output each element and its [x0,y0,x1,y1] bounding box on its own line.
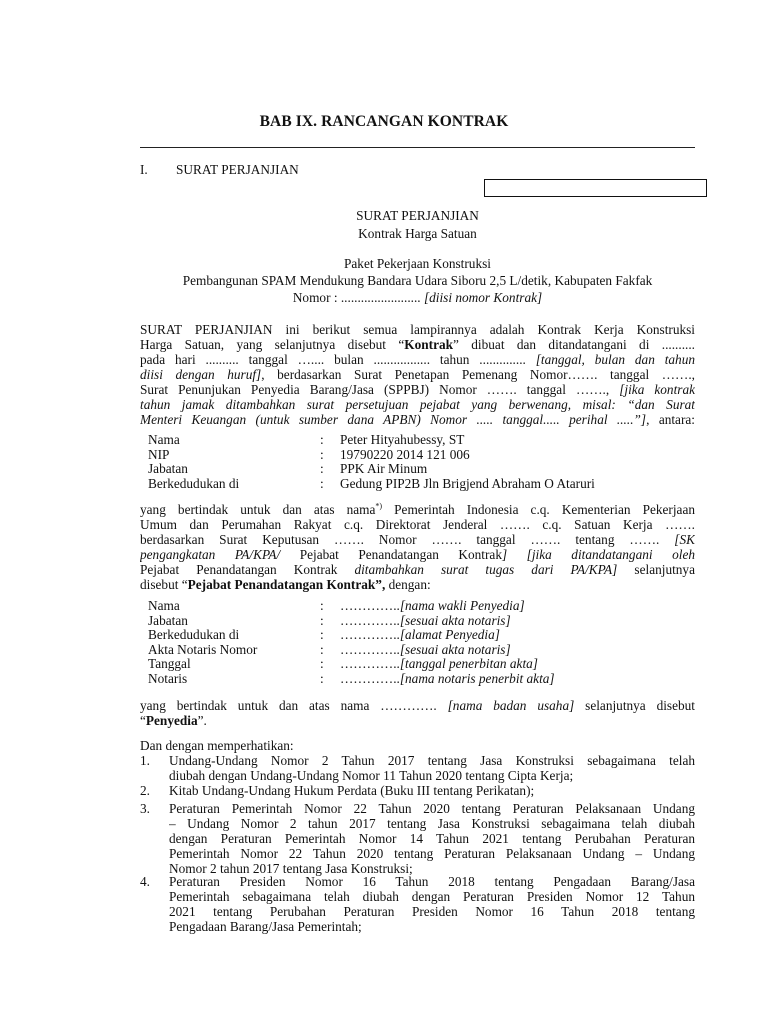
considering-label: Dan dengan memperhatikan: [140,738,294,753]
intro-line: Menteri Keuangan (untuk sumber dana APBN) Nomor ..... tanggal..... perihal .....”], antara: [140,412,695,427]
official-details [148,432,695,490]
contract-type: Kontrak Harga Satuan [358,226,477,241]
nomor-hint: [diisi nomor Kontrak] [423,290,543,305]
package-name: Pembangunan SPAM Mendukung Bandara Udara Siboru 2,5 L/detik, Kabupaten Fakfak [182,273,653,288]
detail-row: Akta Notaris Nomor : …………..[sesuai akta notaris] [148,641,511,657]
list-item: 4. Peraturan Presiden Nomor 16 Tahun 2018 tentang Pengadaan Barang/Jasa Pemerintah sebagaimana telah diubah dengan Peraturan Presiden Nomor 12 Tahun 2021 tentang Perubahan Peraturan Presiden Nomor 16 Tahun 2018 tentang Pengadaan Barang/Jasa Pemerintah; [140,874,695,934]
agreement-heading: SURAT PERJANJIAN [356,208,479,223]
intro-line: SURAT PERJANJIAN ini berikut semua lampirannya adalah Kontrak Kerja Konstruksi [140,322,695,337]
contract-number-box [484,179,707,197]
intro-line: Surat Penunjukan Penyedia Barang/Jasa (SPPBJ) Nomor ……. tanggal ……., [jika kontrak [140,382,695,397]
detail-row: NIP : 19790220 2014 121 006 [148,446,470,462]
chapter-title: BAB IX. RANCANGAN KONTRAK [259,113,509,130]
detail-row: Berkedudukan di : Gedung PIP2B Jln Brigjend Abraham O Ataruri [148,475,595,491]
detail-row: Jabatan : PPK Air Minum [148,461,428,476]
intro-line: diisi dengan huruf], berdasarkan Surat Penetapan Pemenang Nomor……. tanggal ……., [140,367,695,382]
detail-row: Tanggal : …………..[tanggal penerbitan akta] [148,656,538,671]
title-divider [140,147,695,148]
provider-details [148,598,695,685]
legal-basis-list [140,753,695,936]
detail-row: Jabatan : …………..[sesuai akta notaris] [148,612,511,628]
section-title: SURAT PERJANJIAN [176,162,299,177]
nomor-label: Nomor : ........................ [292,290,421,305]
package-label: Paket Pekerjaan Konstruksi [344,256,491,271]
detail-row: Berkedudukan di : …………..[alamat Penyedia] [148,627,500,642]
intro-paragraph [140,322,695,427]
detail-row: Nama : …………..[nama wakli Penyedia] [148,598,525,613]
provider-acting-paragraph: yang bertindak untuk dan atas nama …………. [nama badan usaha] selanjutnya disebut “Penyedia”. [140,698,695,728]
detail-row: Notaris : …………..[nama notaris penerbit akta] [148,670,555,686]
list-item: 1. Undang-Undang Nomor 2 Tahun 2017 tentang Jasa Konstruksi sebagaimana telah diubah dengan Undang-Undang Nomor 11 Tahun 2020 tentang Cipta Kerja; [140,753,695,783]
acting-paragraph: yang bertindak untuk dan atas nama*) Pemerintah Indonesia c.q. Kementerian Pekerjaan Umum dan Perumahan Rakyat c.q. Direktorat Jenderal ……. c.q. Satuan Kerja ……. berdasarkan Surat Keputusan ……. Nomor ……. tanggal ……. tentang ……. [SK pengangkatan PA/KPA/ Pejabat Penandatangan Kontrak] [jika ditandatangani oleh Pejabat Penandatangan Kontrak ditambahkan surat tugas dari PA/KPA] selanjutnya disebut “Pejabat Penandatangan Kontrak”, dengan: [140,502,695,592]
list-item: 3. Peraturan Pemerintah Nomor 22 Tahun 2020 tentang Peraturan Pelaksanaan Undang – Undang Nomor 2 tahun 2017 tentang Jasa Konstruksi sebagaimana telah diubah dengan Peraturan Pemerintah Nomor 14 Tahun 2021 tentang Perubahan Peraturan Pemerintah Nomor 22 Tahun 2020 tentang Peraturan Pelaksanaan Undang – Undang Nomor 2 tahun 2017 tentang Jasa Konstruksi; [140,801,695,876]
section-number: I. [140,162,148,177]
list-item: 2. Kitab Undang-Undang Hukum Perdata (Buku III tentang Perikatan); [140,783,535,798]
intro-line: Harga Satuan, yang selanjutnya disebut “Kontrak” dibuat dan ditandatangani di .......... [140,337,695,352]
intro-line: tahun jamak ditambahkan surat persetujuan pejabat yang berwenang, misal: “dan Surat [140,397,695,412]
contract-number-line [140,290,695,305]
intro-line: pada hari .......... tanggal ….... bulan ................. tahun .............. [tanggal, bulan dan tahun [140,352,695,367]
detail-row: Nama : Peter Hityahubessy, ST [148,432,465,447]
